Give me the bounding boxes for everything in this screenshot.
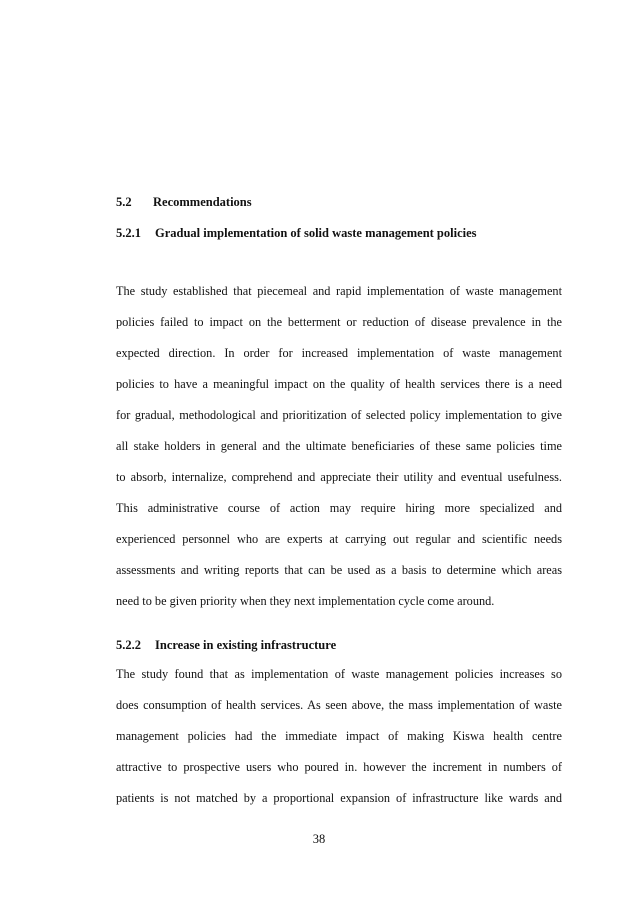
paragraph-line: This administrative course of action may require hiring more specialized and — [116, 501, 562, 515]
paragraph-5-2-2 — [116, 659, 562, 814]
subsection-title: Gradual implementation of solid waste management policies — [155, 226, 477, 240]
section-title: Recommendations — [153, 195, 252, 209]
paragraph-line: does consumption of health services. As seen above, the mass implementation of waste — [116, 698, 562, 712]
paragraph-line: policies to have a meaningful impact on the quality of health services there is a need — [116, 377, 562, 391]
paragraph-line: need to be given priority when they next implementation cycle come around. — [116, 594, 495, 608]
section-heading-5-2 — [116, 195, 252, 210]
section-number: 5.2 — [116, 195, 132, 209]
paragraph-line: for gradual, methodological and prioritization of selected policy implementation to give — [116, 408, 562, 422]
subsection-number: 5.2.2 — [116, 638, 141, 652]
paragraph-line: patients is not matched by a proportional expansion of infrastructure like wards and — [116, 791, 562, 805]
page-number: 38 — [312, 832, 326, 846]
paragraph-line: management policies had the immediate impact of making Kiswa health centre — [116, 729, 562, 743]
paragraph-line: The study established that piecemeal and rapid implementation of waste management — [116, 284, 562, 298]
section-heading-5-2-2 — [116, 638, 336, 653]
paragraph-line: experienced personnel who are experts at carrying out regular and scientific needs — [116, 532, 562, 546]
subsection-number: 5.2.1 — [116, 226, 141, 240]
paragraph-5-2-1 — [116, 276, 562, 617]
paragraph-line: expected direction. In order for increased implementation of waste management — [116, 346, 562, 360]
subsection-title: Increase in existing infrastructure — [155, 638, 337, 652]
paragraph-line: The study found that as implementation of waste management policies increases so — [116, 667, 562, 681]
paragraph-line: attractive to prospective users who poured in. however the increment in numbers of — [116, 760, 562, 774]
paragraph-line: to absorb, internalize, comprehend and appreciate their utility and eventual usefulness. — [116, 470, 562, 484]
paragraph-line: assessments and writing reports that can be used as a basis to determine which areas — [116, 563, 562, 577]
paragraph-line: all stake holders in general and the ultimate beneficiaries of these same policies time — [116, 439, 562, 453]
section-heading-5-2-1 — [116, 226, 477, 241]
paragraph-line: policies failed to impact on the betterment or reduction of disease prevalence in the — [116, 315, 562, 329]
